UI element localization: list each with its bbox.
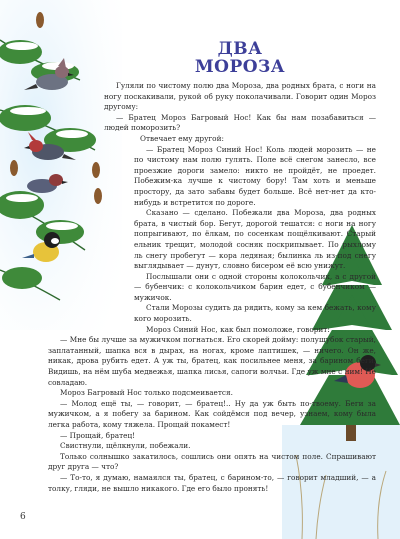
paragraph: Стали Морозы судить да рядить, кому за кем бежать, кому кого морозить. [134,303,376,324]
paragraph: Мороз Синий Нос, как был помоложе, говорит: [146,324,330,334]
paragraph: — Молод ещё ты, — говорит, — братец!.. Ну да уж быть по-твоему. Беги за мужичком, а я побегу за барином. Как сойдёмся под вечер, узнаем, кому была легка работа, кому тяжела. Прощай покамест! [48,398,376,429]
paragraph: Послышали они с одной стороны колокольчик, а с другой — бубенчик: с колокольчиком барин едет, с бубенчиком — мужичок. [134,271,376,302]
story-text [48,81,376,494]
story-title-line-2: МОРОЗА [194,57,286,77]
story-title-line-1: ДВА [217,39,263,59]
paragraph: — То-то, я думаю, намаялся ты, братец, с барином-то, — говорит младший, — а толку, гляди, не вышло никакого. Где его было пронять! [48,472,376,493]
paragraph: Сказано — сделано. Побежали два Мороза, два родных брата, в чистый бор. Бегут, дорогой тешатся: с ноги на ногу попрыгивают, по ёлкам, по сосенкам пощёлкивают. Старый ельник трещит, молодой сосняк поскрипывает. По рыхлому ль снегу пробегут — кора ледяная; былинка ль из-под снегу выглядывает — дунут, словно бисером её всю унижут. [134,208,376,271]
paragraph: — Братец Мороз Багровый Нос! Как бы нам позабавиться — людей поморозить? [104,112,376,133]
story-title [190,40,290,76]
paragraph: Свистнули, щёлкнули, побежали. [60,441,191,451]
paragraph: — Прощай, братец! [60,430,136,440]
paragraph: Мороз Багровый Нос только подсмеивается. [60,388,233,398]
paragraph: — Мне бы лучше за мужичком погнаться. Его скорей дойму: полушубок старый, заплатанный, шапка вся в дырах, на ногах, кроме лаптишек, — ничего. Он же, никак, дрова рубить едет. А уж ты, братец, как посильнее меня, за барином беги. Видишь, на нём шуба медвежья, шапка лисья, сапоги волчьи. Где уж мне с ним! Не совладаю. [48,335,376,387]
paragraph: Отвечает ему другой: [140,133,224,143]
paragraph: Только солнышко закатилось, сошлись они опять на чистом поле. Спрашивают друг друга — что? [48,451,376,472]
page-number: 6 [20,512,26,522]
paragraph: — Братец Мороз Синий Нос! Коль людей морозить — не по чистому нам полю гулять. Поле всё снегом занесло, все проезжие дороги замело: никто не пройдёт, не проедет. Побежим-ка лучше к чистому бору! Там хоть и меньше простору, да зато забавы будет больше. Всё нет-нет да кто-нибудь и встретится по дороге. [134,144,376,207]
paragraph: Гуляли по чистому полю два Мороза, два родных брата, с ноги на ногу поскакивали, рукой об руку поколачивали. Говорит один Мороз другому: [104,81,376,112]
